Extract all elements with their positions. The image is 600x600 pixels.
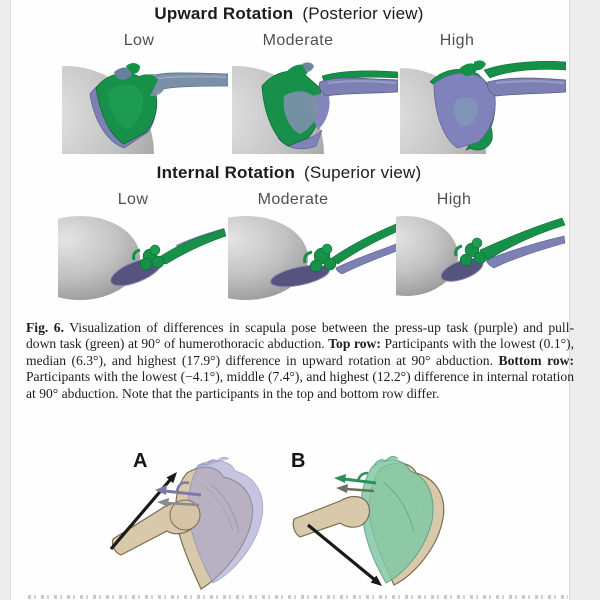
upward-moderate-label: Moderate xyxy=(262,32,334,49)
upward-high-label: High xyxy=(439,32,475,49)
upward-low-label: Low xyxy=(123,32,155,49)
internal-low-label: Low xyxy=(117,191,149,208)
upward-rotation-title xyxy=(10,4,568,24)
panel-a-label: A xyxy=(133,450,148,472)
figure6-caption: Fig. 6. Visualization of differences in scapula pose between the press-up task (purple) and pull-down task (green) at 90° of humerothoracic abduction. Top row: Participants with the lowest (0.1°), median (6.3°), and highest (17.9°) difference in upward rotation at 90° abduction. Bottom row: Participants with the lowest (−4.1°), middle (7.4°), and highest (12.2°) difference in internal rotation at 90° abduction. Note that the participants in the top and bottom row differ. xyxy=(26,319,574,401)
panel-b-label: B xyxy=(291,450,306,472)
internal-low-render xyxy=(58,212,228,302)
panel-b-illustration xyxy=(288,443,473,598)
upward-rotation-title-bold: Upward Rotation xyxy=(154,4,294,23)
internal-rotation-view-label: (Superior view) xyxy=(304,163,422,182)
internal-moderate-label: Moderate xyxy=(257,191,329,208)
truncated-next-caption-line xyxy=(28,595,568,599)
internal-rotation-title-bold: Internal Rotation xyxy=(156,163,296,182)
upward-rotation-view-label: (Posterior view) xyxy=(302,4,424,23)
internal-high-label: High xyxy=(436,191,472,208)
internal-high-render xyxy=(396,212,566,302)
internal-rotation-title xyxy=(10,163,568,183)
panel-a-illustration xyxy=(103,443,295,598)
upward-moderate-render xyxy=(232,52,398,154)
upward-high-render xyxy=(400,52,566,154)
upward-low-render xyxy=(62,52,228,154)
internal-moderate-render xyxy=(228,212,398,302)
